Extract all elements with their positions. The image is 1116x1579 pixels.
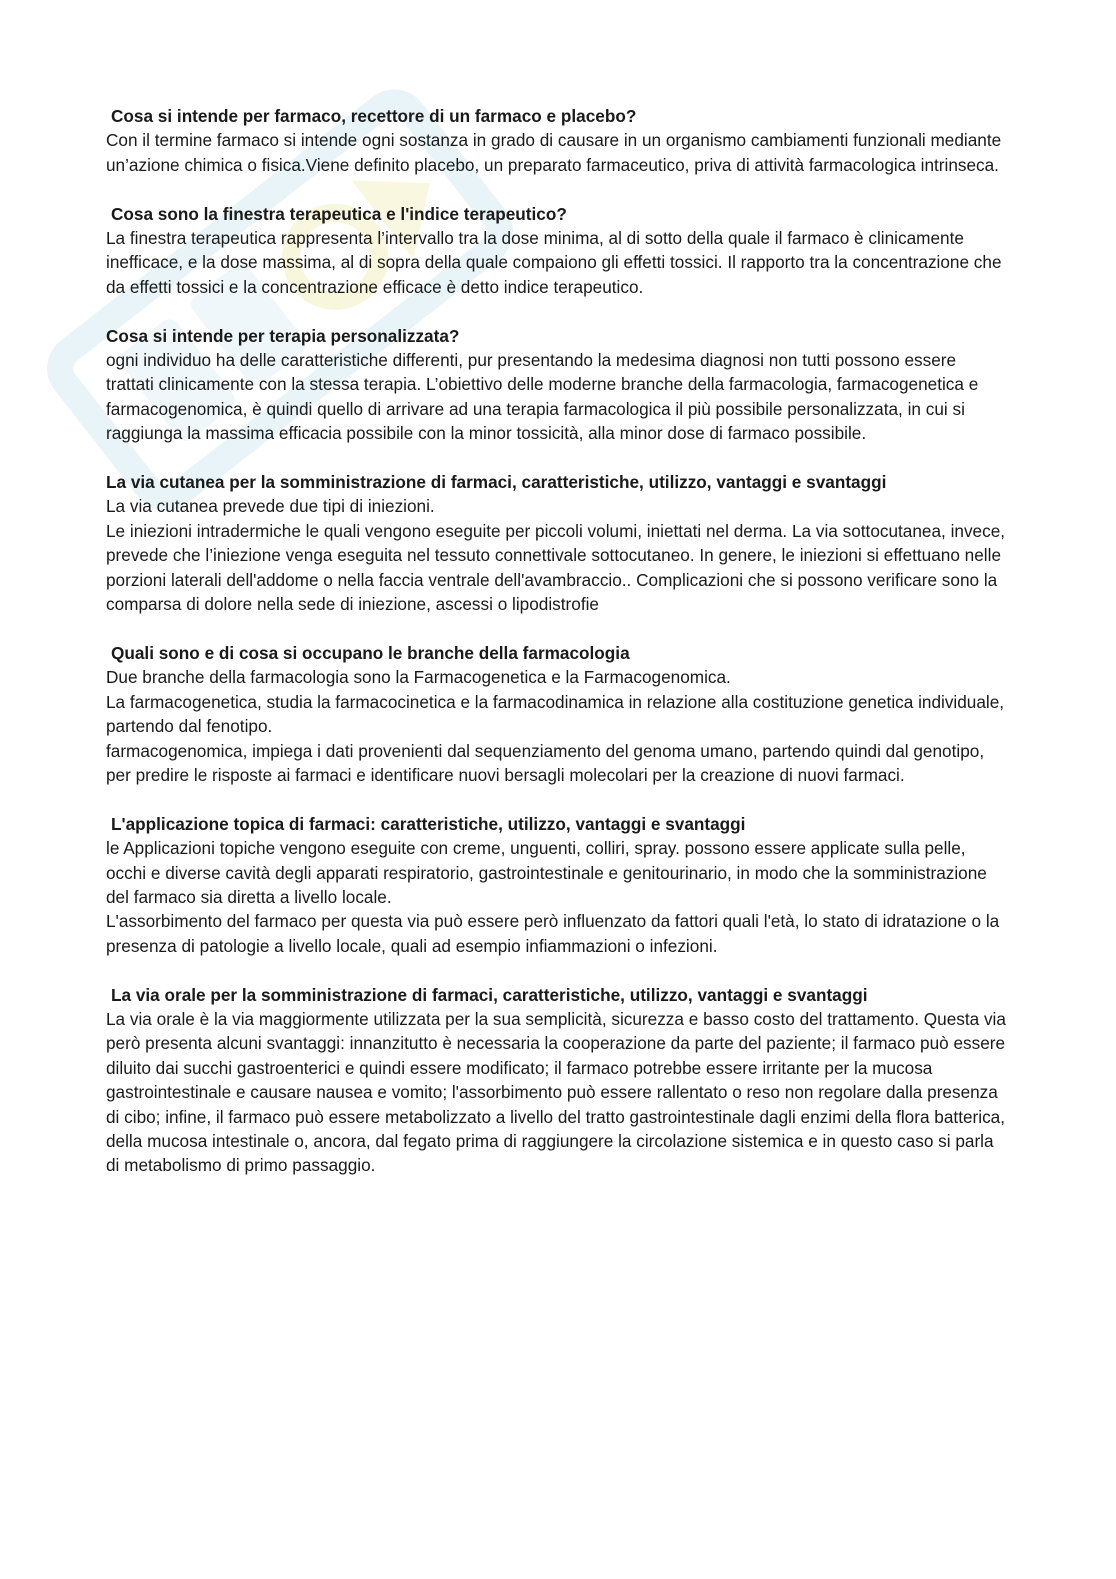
section — [106, 104, 1006, 177]
section-title: Quali sono e di cosa si occupano le branche della farmacologia — [111, 642, 630, 663]
paragraph: le Applicazioni topiche vengono eseguite con creme, unguenti, colliri, spray. possono essere applicate sulla pelle, occhi e diverse cavità degli apparati respiratorio, gastrointestinale e genitourinario, in modo che la somministrazione del farmaco sia diretta a livello locale. — [106, 838, 987, 907]
section — [106, 470, 1006, 616]
paragraph: La via cutanea prevede due tipi di iniezioni. — [106, 496, 435, 517]
section — [106, 812, 1006, 958]
section — [106, 641, 1006, 787]
section-title: Cosa sono la finestra terapeutica e l'indice terapeutico? — [111, 203, 567, 224]
paragraph: L'assorbimento del farmaco per questa via può essere però influenzato da fattori quali l'età, lo stato di idratazione o la presenza di patologie a livello locale, quali ad esempio infiammazioni o infezioni. — [106, 911, 1000, 956]
paragraph: La farmacogenetica, studia la farmacocinetica e la farmacodinamica in relazione alla costituzione genetica individuale, partendo dal fenotipo. — [106, 691, 1005, 737]
section-title: Cosa si intende per farmaco, recettore di un farmaco e placebo? — [111, 106, 637, 126]
paragraph: La finestra terapeutica rappresenta l’intervallo tra la dose minima, al di sotto della quale il farmaco è clinicamente inefficace, e la dose massima, al di sopra della quale compaiono gli effetti tossici. Il rapporto tra la concentrazione che da effetti tossici e la concentrazione efficace è detto indice terapeutico. — [106, 228, 1002, 297]
section-title: La via orale per la somministrazione di farmaci, caratteristiche, utilizzo, vantaggi e svantaggi — [111, 984, 868, 1005]
document-body — [106, 104, 1006, 1202]
section — [106, 983, 1006, 1178]
section-title: L'applicazione topica di farmaci: caratteristiche, utilizzo, vantaggi e svantaggi — [111, 813, 746, 834]
section — [106, 324, 1006, 446]
paragraph: ogni individuo ha delle caratteristiche differenti, pur presentando la medesima diagnosi non tutti possono essere trattati clinicamente con la stessa terapia. L’obiettivo delle moderne branche della farmacologia, farmacogenetica e farmacogenomica, è quindi quello di arrivare ad una terapia farmacologica il più possibile personalizzata, in cui si raggiunga la massima efficacia possibile con la minor tossicità, alla minor dose di farmaco possibile. — [106, 350, 979, 444]
paragraph: Due branche della farmacologia sono la Farmacogenetica e la Farmacogenomica. — [106, 667, 731, 688]
section-title: La via cutanea per la somministrazione di farmaci, caratteristiche, utilizzo, vantaggi e svantaggi — [106, 472, 887, 493]
section — [106, 202, 1006, 300]
section-title: Cosa si intende per terapia personalizzata? — [106, 325, 460, 346]
paragraph: farmacogenomica, impiega i dati provenienti dal sequenziamento del genoma umano, partendo quindi dal genotipo, per predire le risposte ai farmaci e identificare nuovi bersagli molecolari per la creazione di nuovi farmaci. — [106, 740, 985, 785]
paragraph: Con il termine farmaco si intende ogni sostanza in grado di causare in un organismo cambiamenti funzionali mediante un’azione chimica o fisica.Viene definito placebo, un preparato farmaceutico, priva di attività farmacologica intrinseca. — [106, 130, 1002, 175]
paragraph: La via orale è la via maggiormente utilizzata per la sua semplicità, sicurezza e basso costo del trattamento. Questa via però presenta alcuni svantaggi: innanzitutto è necessaria la cooperazione da parte del paziente; il farmaco può essere diluito dai succhi gastroenterici e quindi essere modificato; il farmaco potrebbe essere irritante per la mucosa gastrointestinale e causare nausea e vomito; l'assorbimento può essere rallentato o reso non regolare dalla presenza di cibo; infine, il farmaco può essere metabolizzato a livello del tratto gastrointestinale dagli enzimi della flora batterica, della mucosa intestinale o, ancora, dal fegato prima di raggiungere la circolazione sistemica e in questo caso si parla di metabolismo di primo passaggio. — [106, 1008, 1006, 1176]
paragraph: Le iniezioni intradermiche le quali vengono eseguite per piccoli volumi, iniettati nel derma. La via sottocutanea, invece, prevede che l’iniezione venga eseguita nel tessuto connettivale sottocutaneo. In genere, le iniezioni si effettuano nelle porzioni laterali dell'addome o nella faccia ventrale dell'avambraccio.. Complicazioni che si possono verificare sono la comparsa di dolore nella sede di iniezione, ascessi o lipodistrofie — [106, 520, 1006, 615]
